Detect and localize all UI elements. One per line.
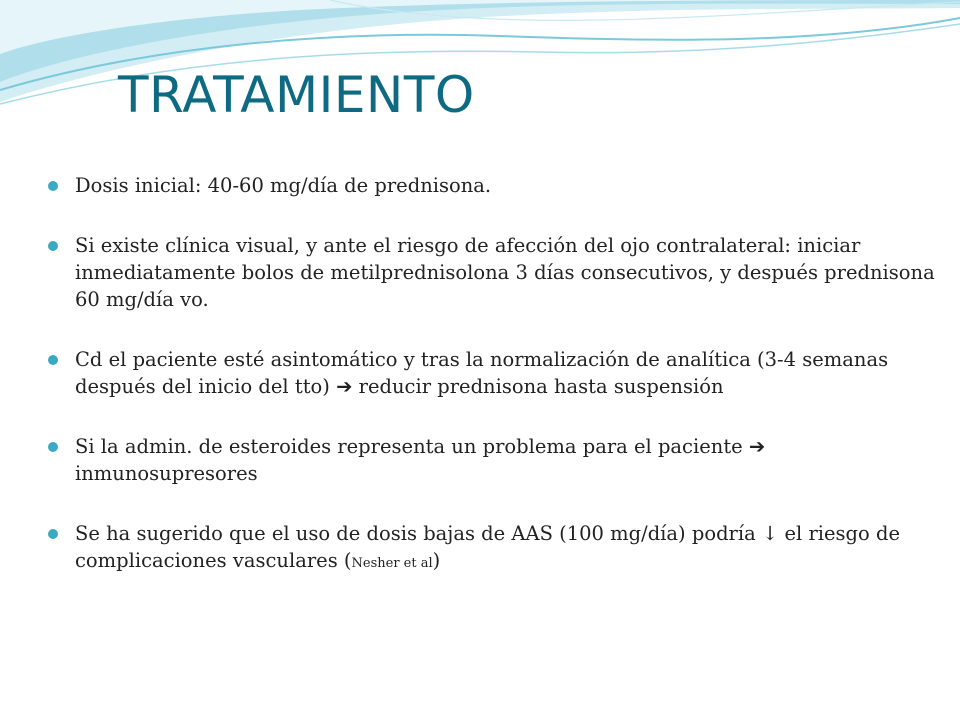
bullet-text: Si existe clínica visual, y ante el riesgo de afección del ojo contralateral: iniciar inmediatamente bolos de metilprednisolona 3 días consecutivos, y después prednisona 60 mg/día vo.	[75, 234, 935, 311]
right-arrow-icon: ➔	[336, 375, 353, 398]
bullet-item	[48, 520, 938, 577]
bullet-dot-icon	[48, 181, 58, 191]
bullet-list	[48, 172, 938, 610]
bullet-text-continuation: inmunosupresores	[75, 462, 258, 485]
slide-title: TRATAMIENTO	[118, 66, 475, 124]
bullet-text: Cd el paciente esté asintomático y tras la normalización de analítica (3-4 semanas después del inicio del tto)	[75, 348, 889, 398]
bullet-text: Se ha sugerido que el uso de dosis bajas de AAS (100 mg/día) podría ↓ el riesgo de complicaciones vasculares (	[75, 522, 900, 572]
bullet-item	[48, 346, 938, 400]
bullet-dot-icon	[48, 529, 58, 539]
citation-reference: Nesher et al	[351, 556, 433, 571]
bullet-dot-icon	[48, 442, 58, 452]
bullet-text-closing: )	[432, 549, 441, 572]
right-arrow-icon: ➔	[748, 435, 766, 458]
bullet-item	[48, 232, 938, 313]
bullet-text: Si la admin. de esteroides representa un problema para el paciente	[75, 435, 743, 458]
bullet-text-continuation: reducir prednisona hasta suspensión	[358, 375, 724, 398]
bullet-item	[48, 172, 938, 199]
bullet-dot-icon	[48, 241, 58, 251]
bullet-text: Dosis inicial: 40-60 mg/día de prednisona.	[75, 174, 492, 197]
bullet-item	[48, 433, 938, 487]
bullet-dot-icon	[48, 355, 58, 365]
